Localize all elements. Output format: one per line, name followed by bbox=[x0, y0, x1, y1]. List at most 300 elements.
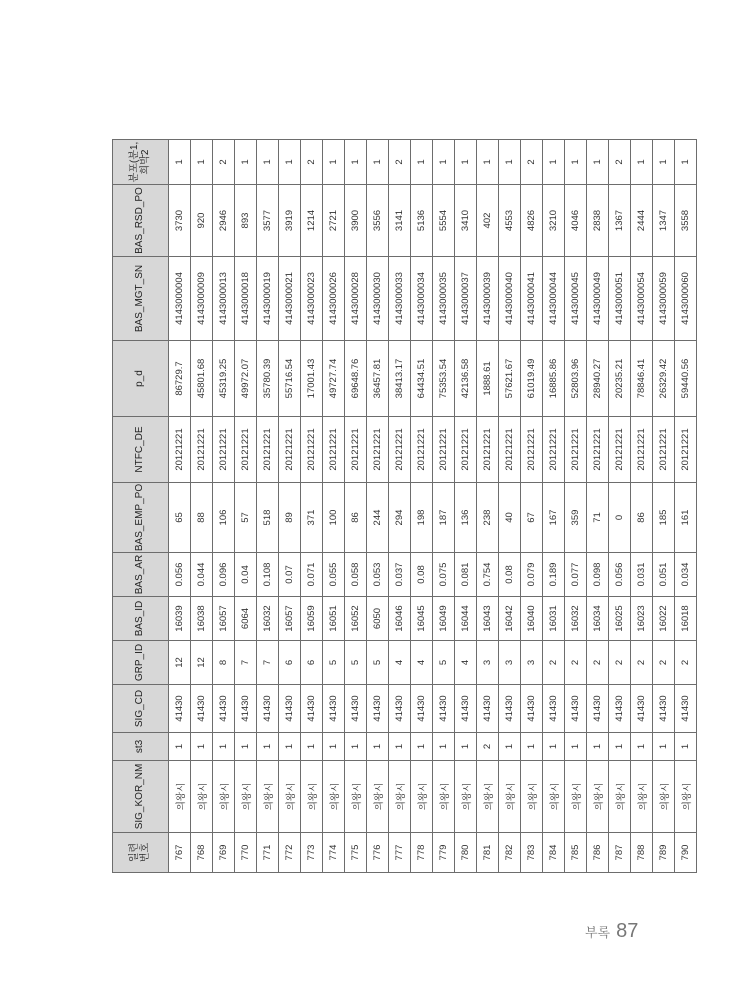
table-row bbox=[521, 140, 543, 873]
table-cell: 2946 bbox=[213, 185, 235, 257]
table-cell: 16018 bbox=[675, 597, 697, 641]
table-cell: 4143000035 bbox=[433, 257, 455, 341]
table-cell: 16025 bbox=[609, 597, 631, 641]
table-cell: 1 bbox=[235, 140, 257, 185]
table-cell: 185 bbox=[653, 483, 675, 553]
table-cell: 0.081 bbox=[455, 553, 477, 597]
table-cell: 0.04 bbox=[235, 553, 257, 597]
table-cell: 5554 bbox=[433, 185, 455, 257]
table-cell: 41430 bbox=[213, 685, 235, 733]
table-cell: 1 bbox=[213, 733, 235, 761]
table-cell: 1 bbox=[565, 733, 587, 761]
table-cell: 7 bbox=[235, 641, 257, 685]
table-cell: 20121221 bbox=[345, 417, 367, 483]
table-row bbox=[477, 140, 499, 873]
table-cell: 1 bbox=[675, 733, 697, 761]
table-cell: 2 bbox=[587, 641, 609, 685]
table-cell: 777 bbox=[389, 833, 411, 873]
table-cell: 의왕시 bbox=[521, 761, 543, 833]
table-cell: 41430 bbox=[257, 685, 279, 733]
table-cell: 1 bbox=[411, 140, 433, 185]
table-cell: 0.071 bbox=[301, 553, 323, 597]
table-cell: 26329.42 bbox=[653, 341, 675, 417]
table-cell: 2 bbox=[389, 140, 411, 185]
table-cell: 781 bbox=[477, 833, 499, 873]
table-cell: 41430 bbox=[521, 685, 543, 733]
table-cell: 1 bbox=[323, 140, 345, 185]
table-cell: 2 bbox=[609, 140, 631, 185]
table-cell: 의왕시 bbox=[653, 761, 675, 833]
table-cell: 4143000060 bbox=[675, 257, 697, 341]
table-cell: 1367 bbox=[609, 185, 631, 257]
table-cell: 57 bbox=[235, 483, 257, 553]
table-cell: 1888.61 bbox=[477, 341, 499, 417]
table-cell: 의왕시 bbox=[213, 761, 235, 833]
table-cell: 783 bbox=[521, 833, 543, 873]
table-cell: 86 bbox=[345, 483, 367, 553]
table-cell: 1 bbox=[455, 733, 477, 761]
table-cell: 1 bbox=[169, 140, 191, 185]
table-cell: 1 bbox=[499, 733, 521, 761]
table-cell: 167 bbox=[543, 483, 565, 553]
table-cell: 의왕시 bbox=[675, 761, 697, 833]
table-cell: 41430 bbox=[301, 685, 323, 733]
table-cell: 1 bbox=[367, 140, 389, 185]
table-cell: 5136 bbox=[411, 185, 433, 257]
table-cell: 20121221 bbox=[411, 417, 433, 483]
column-header: SIG_KOR_NM bbox=[113, 761, 169, 833]
table-cell: 2 bbox=[301, 140, 323, 185]
table-cell: 4143000018 bbox=[235, 257, 257, 341]
table-cell: 1 bbox=[499, 140, 521, 185]
table-cell: 55716.54 bbox=[279, 341, 301, 417]
table-cell: 49727.74 bbox=[323, 341, 345, 417]
table-cell: 3558 bbox=[675, 185, 697, 257]
table-cell: 0.055 bbox=[323, 553, 345, 597]
table-cell: 0.044 bbox=[191, 553, 213, 597]
table-cell: 6 bbox=[301, 641, 323, 685]
table-cell: 64434.51 bbox=[411, 341, 433, 417]
table-cell: 88 bbox=[191, 483, 213, 553]
column-header: BAS_ID bbox=[113, 597, 169, 641]
table-cell: 의왕시 bbox=[411, 761, 433, 833]
table-cell: 59440.56 bbox=[675, 341, 697, 417]
table-cell: 20121221 bbox=[543, 417, 565, 483]
table-cell: 4553 bbox=[499, 185, 521, 257]
table-cell: 238 bbox=[477, 483, 499, 553]
column-header: 분포(분1, 희박2 bbox=[113, 140, 169, 185]
table-cell: 1 bbox=[675, 140, 697, 185]
table-cell: 0.07 bbox=[279, 553, 301, 597]
table-row bbox=[191, 140, 213, 873]
table-cell: 3 bbox=[477, 641, 499, 685]
table-cell: 20235.21 bbox=[609, 341, 631, 417]
table-cell: 767 bbox=[169, 833, 191, 873]
table-cell: 771 bbox=[257, 833, 279, 873]
table-cell: 2 bbox=[653, 641, 675, 685]
table-cell: 1 bbox=[587, 733, 609, 761]
table-cell: 1 bbox=[191, 140, 213, 185]
table-cell: 2444 bbox=[631, 185, 653, 257]
table-cell: 16057 bbox=[213, 597, 235, 641]
table-cell: 41430 bbox=[345, 685, 367, 733]
table-cell: 16052 bbox=[345, 597, 367, 641]
table-cell: 0.031 bbox=[631, 553, 653, 597]
table-cell: 75353.54 bbox=[433, 341, 455, 417]
table-cell: 1 bbox=[257, 140, 279, 185]
table-cell: 6 bbox=[279, 641, 301, 685]
column-header: GRP_ID bbox=[113, 641, 169, 685]
table-cell: 의왕시 bbox=[587, 761, 609, 833]
table-cell: 784 bbox=[543, 833, 565, 873]
table-cell: 2 bbox=[675, 641, 697, 685]
table-cell: 3730 bbox=[169, 185, 191, 257]
table-cell: 776 bbox=[367, 833, 389, 873]
table-cell: 1 bbox=[345, 733, 367, 761]
table-cell: 4143000037 bbox=[455, 257, 477, 341]
table-cell: 69648.76 bbox=[345, 341, 367, 417]
table-cell: 의왕시 bbox=[499, 761, 521, 833]
table-cell: 2 bbox=[631, 641, 653, 685]
table-cell: 4143000019 bbox=[257, 257, 279, 341]
table-cell: 1 bbox=[477, 140, 499, 185]
table-cell: 20121221 bbox=[191, 417, 213, 483]
table-row bbox=[213, 140, 235, 873]
table-row bbox=[543, 140, 565, 873]
table-cell: 65 bbox=[169, 483, 191, 553]
table-cell: 1 bbox=[367, 733, 389, 761]
table-cell: 71 bbox=[587, 483, 609, 553]
table-cell: 778 bbox=[411, 833, 433, 873]
table-cell: 41430 bbox=[389, 685, 411, 733]
table-cell: 16039 bbox=[169, 597, 191, 641]
table-cell: 1 bbox=[653, 140, 675, 185]
table-row bbox=[411, 140, 433, 873]
table-cell: 86 bbox=[631, 483, 653, 553]
table-cell: 16885.86 bbox=[543, 341, 565, 417]
table-cell: 61019.49 bbox=[521, 341, 543, 417]
table-cell: 785 bbox=[565, 833, 587, 873]
table-cell: 0.051 bbox=[653, 553, 675, 597]
table-cell: 41430 bbox=[169, 685, 191, 733]
table-cell: 5 bbox=[323, 641, 345, 685]
table-cell: 16043 bbox=[477, 597, 499, 641]
table-cell: 41430 bbox=[279, 685, 301, 733]
table-cell: 782 bbox=[499, 833, 521, 873]
table-row bbox=[367, 140, 389, 873]
table-cell: 86729.7 bbox=[169, 341, 191, 417]
table-cell: 787 bbox=[609, 833, 631, 873]
table-cell: 187 bbox=[433, 483, 455, 553]
table-cell: 20121221 bbox=[565, 417, 587, 483]
table-cell: 20121221 bbox=[587, 417, 609, 483]
table-cell: 1 bbox=[631, 733, 653, 761]
table-cell: 402 bbox=[477, 185, 499, 257]
table-cell: 20121221 bbox=[675, 417, 697, 483]
table-cell: 1 bbox=[543, 140, 565, 185]
table-cell: 41430 bbox=[191, 685, 213, 733]
table-cell: 790 bbox=[675, 833, 697, 873]
table-cell: 4143000004 bbox=[169, 257, 191, 341]
table-cell: 106 bbox=[213, 483, 235, 553]
table-row bbox=[565, 140, 587, 873]
table-cell: 52803.96 bbox=[565, 341, 587, 417]
table-cell: 의왕시 bbox=[477, 761, 499, 833]
table-cell: 20121221 bbox=[257, 417, 279, 483]
table-cell: 41430 bbox=[675, 685, 697, 733]
table-cell: 7 bbox=[257, 641, 279, 685]
table-cell: 4143000041 bbox=[521, 257, 543, 341]
table-row bbox=[235, 140, 257, 873]
table-cell: 4143000013 bbox=[213, 257, 235, 341]
table-cell: 28940.27 bbox=[587, 341, 609, 417]
table-cell: 16045 bbox=[411, 597, 433, 641]
table-cell: 20121221 bbox=[499, 417, 521, 483]
table-cell: 4143000045 bbox=[565, 257, 587, 341]
table-cell: 2 bbox=[521, 140, 543, 185]
table-cell: 0.096 bbox=[213, 553, 235, 597]
table-cell: 의왕시 bbox=[389, 761, 411, 833]
table-cell: 41430 bbox=[565, 685, 587, 733]
column-header: BAS_MGT_SN bbox=[113, 257, 169, 341]
table-cell: 49972.07 bbox=[235, 341, 257, 417]
table-cell: 4143000028 bbox=[345, 257, 367, 341]
table-cell: 41430 bbox=[609, 685, 631, 733]
table-cell: 161 bbox=[675, 483, 697, 553]
table-cell: 4046 bbox=[565, 185, 587, 257]
page-footer bbox=[585, 920, 638, 943]
table-cell: 의왕시 bbox=[191, 761, 213, 833]
table-cell: 1 bbox=[521, 733, 543, 761]
table-cell: 16051 bbox=[323, 597, 345, 641]
table-cell: 768 bbox=[191, 833, 213, 873]
rotated-table-container bbox=[112, 140, 693, 873]
table-cell: 1214 bbox=[301, 185, 323, 257]
table-cell: 1 bbox=[543, 733, 565, 761]
table-cell: 20121221 bbox=[477, 417, 499, 483]
table-cell: 의왕시 bbox=[433, 761, 455, 833]
table-row bbox=[257, 140, 279, 873]
table-cell: 41430 bbox=[477, 685, 499, 733]
table-cell: 41430 bbox=[235, 685, 257, 733]
table-cell: 16031 bbox=[543, 597, 565, 641]
table-body bbox=[169, 140, 697, 873]
table-row bbox=[169, 140, 191, 873]
table-cell: 4143000044 bbox=[543, 257, 565, 341]
table-cell: 20121221 bbox=[235, 417, 257, 483]
data-table bbox=[112, 139, 697, 873]
table-cell: 8 bbox=[213, 641, 235, 685]
table-cell: 1 bbox=[323, 733, 345, 761]
table-cell: 20121221 bbox=[653, 417, 675, 483]
table-cell: 769 bbox=[213, 833, 235, 873]
table-cell: 의왕시 bbox=[367, 761, 389, 833]
table-cell: 0.056 bbox=[609, 553, 631, 597]
table-cell: 5 bbox=[433, 641, 455, 685]
table-cell: 1 bbox=[411, 733, 433, 761]
table-cell: 41430 bbox=[433, 685, 455, 733]
column-header: BAS_EMP_PO bbox=[113, 483, 169, 553]
table-cell: 1 bbox=[345, 140, 367, 185]
table-cell: 41430 bbox=[543, 685, 565, 733]
table-cell: 17001.43 bbox=[301, 341, 323, 417]
table-cell: 0.108 bbox=[257, 553, 279, 597]
table-cell: 16042 bbox=[499, 597, 521, 641]
table-cell: 294 bbox=[389, 483, 411, 553]
table-cell: 1 bbox=[389, 733, 411, 761]
table-cell: 1 bbox=[433, 733, 455, 761]
table-cell: 0.077 bbox=[565, 553, 587, 597]
table-cell: 4143000021 bbox=[279, 257, 301, 341]
table-cell: 775 bbox=[345, 833, 367, 873]
table-cell: 4 bbox=[389, 641, 411, 685]
table-cell: 518 bbox=[257, 483, 279, 553]
table-cell: 1 bbox=[279, 733, 301, 761]
table-cell: 41430 bbox=[499, 685, 521, 733]
table-cell: 45801.68 bbox=[191, 341, 213, 417]
table-cell: 16022 bbox=[653, 597, 675, 641]
table-cell: 4 bbox=[411, 641, 433, 685]
table-row bbox=[631, 140, 653, 873]
table-cell: 12 bbox=[169, 641, 191, 685]
table-cell: 2 bbox=[477, 733, 499, 761]
table-cell: 1 bbox=[301, 733, 323, 761]
table-cell: 41430 bbox=[367, 685, 389, 733]
table-cell: 0.075 bbox=[433, 553, 455, 597]
table-cell: 20121221 bbox=[455, 417, 477, 483]
table-cell: 3556 bbox=[367, 185, 389, 257]
table-cell: 772 bbox=[279, 833, 301, 873]
table-cell: 의왕시 bbox=[169, 761, 191, 833]
table-row bbox=[653, 140, 675, 873]
table-cell: 67 bbox=[521, 483, 543, 553]
table-cell: 6064 bbox=[235, 597, 257, 641]
table-cell: 16034 bbox=[587, 597, 609, 641]
table-cell: 0.037 bbox=[389, 553, 411, 597]
table-cell: 12 bbox=[191, 641, 213, 685]
footer-label: 부록 bbox=[585, 926, 611, 941]
table-cell: 0.08 bbox=[499, 553, 521, 597]
table-cell: 1 bbox=[191, 733, 213, 761]
table-cell: 4143000059 bbox=[653, 257, 675, 341]
table-cell: 1 bbox=[565, 140, 587, 185]
table-cell: 의왕시 bbox=[609, 761, 631, 833]
table-cell: 1 bbox=[257, 733, 279, 761]
table-cell: 789 bbox=[653, 833, 675, 873]
table-cell: 16032 bbox=[257, 597, 279, 641]
column-header: p_d bbox=[113, 341, 169, 417]
table-cell: 920 bbox=[191, 185, 213, 257]
table-cell: 1 bbox=[433, 140, 455, 185]
table-cell: 3577 bbox=[257, 185, 279, 257]
table-cell: 의왕시 bbox=[323, 761, 345, 833]
table-cell: 0.754 bbox=[477, 553, 499, 597]
column-header: BAS_AR bbox=[113, 553, 169, 597]
table-cell: 3 bbox=[499, 641, 521, 685]
table-cell: 773 bbox=[301, 833, 323, 873]
table-row bbox=[609, 140, 631, 873]
page-number: 87 bbox=[616, 920, 639, 942]
table-cell: 16057 bbox=[279, 597, 301, 641]
table-cell: 4143000051 bbox=[609, 257, 631, 341]
column-header: st3 bbox=[113, 733, 169, 761]
table-cell: 770 bbox=[235, 833, 257, 873]
table-cell: 3 bbox=[521, 641, 543, 685]
table-row bbox=[389, 140, 411, 873]
table-cell: 2838 bbox=[587, 185, 609, 257]
table-cell: 41430 bbox=[455, 685, 477, 733]
table-cell: 779 bbox=[433, 833, 455, 873]
table-cell: 2 bbox=[543, 641, 565, 685]
table-cell: 의왕시 bbox=[279, 761, 301, 833]
table-cell: 20121221 bbox=[521, 417, 543, 483]
header-row bbox=[113, 140, 169, 873]
table-cell: 20121221 bbox=[279, 417, 301, 483]
table-cell: 0.098 bbox=[587, 553, 609, 597]
table-cell: 20121221 bbox=[323, 417, 345, 483]
table-cell: 의왕시 bbox=[257, 761, 279, 833]
table-row bbox=[301, 140, 323, 873]
table-cell: 41430 bbox=[411, 685, 433, 733]
table-cell: 41430 bbox=[653, 685, 675, 733]
table-cell: 1347 bbox=[653, 185, 675, 257]
table-cell: 35780.39 bbox=[257, 341, 279, 417]
table-cell: 의왕시 bbox=[301, 761, 323, 833]
table-cell: 2 bbox=[565, 641, 587, 685]
table-cell: 20121221 bbox=[631, 417, 653, 483]
table-cell: 45319.25 bbox=[213, 341, 235, 417]
table-row bbox=[345, 140, 367, 873]
table-cell: 1 bbox=[169, 733, 191, 761]
table-cell: 의왕시 bbox=[543, 761, 565, 833]
table-cell: 6050 bbox=[367, 597, 389, 641]
table-cell: 3210 bbox=[543, 185, 565, 257]
table-cell: 57621.67 bbox=[499, 341, 521, 417]
table-cell: 20121221 bbox=[389, 417, 411, 483]
table-cell: 4143000026 bbox=[323, 257, 345, 341]
table-cell: 41430 bbox=[587, 685, 609, 733]
table-cell: 1 bbox=[455, 140, 477, 185]
table-row bbox=[279, 140, 301, 873]
table-cell: 4143000039 bbox=[477, 257, 499, 341]
table-cell: 20121221 bbox=[609, 417, 631, 483]
table-row bbox=[455, 140, 477, 873]
table-cell: 788 bbox=[631, 833, 653, 873]
table-cell: 136 bbox=[455, 483, 477, 553]
table-cell: 893 bbox=[235, 185, 257, 257]
table-cell: 1 bbox=[609, 733, 631, 761]
table-cell: 3919 bbox=[279, 185, 301, 257]
table-cell: 의왕시 bbox=[455, 761, 477, 833]
table-cell: 의왕시 bbox=[631, 761, 653, 833]
table-cell: 4143000034 bbox=[411, 257, 433, 341]
table-cell: 4143000033 bbox=[389, 257, 411, 341]
table-cell: 3900 bbox=[345, 185, 367, 257]
table-cell: 5 bbox=[345, 641, 367, 685]
table-cell: 0 bbox=[609, 483, 631, 553]
column-header: NTFC_DE bbox=[113, 417, 169, 483]
table-header bbox=[113, 140, 169, 873]
table-cell: 4143000049 bbox=[587, 257, 609, 341]
table-cell: 786 bbox=[587, 833, 609, 873]
table-cell: 41430 bbox=[323, 685, 345, 733]
table-cell: 0.056 bbox=[169, 553, 191, 597]
table-cell: 20121221 bbox=[301, 417, 323, 483]
table-cell: 16059 bbox=[301, 597, 323, 641]
table-cell: 4 bbox=[455, 641, 477, 685]
column-header: BAS_RSD_PO bbox=[113, 185, 169, 257]
table-cell: 4143000030 bbox=[367, 257, 389, 341]
